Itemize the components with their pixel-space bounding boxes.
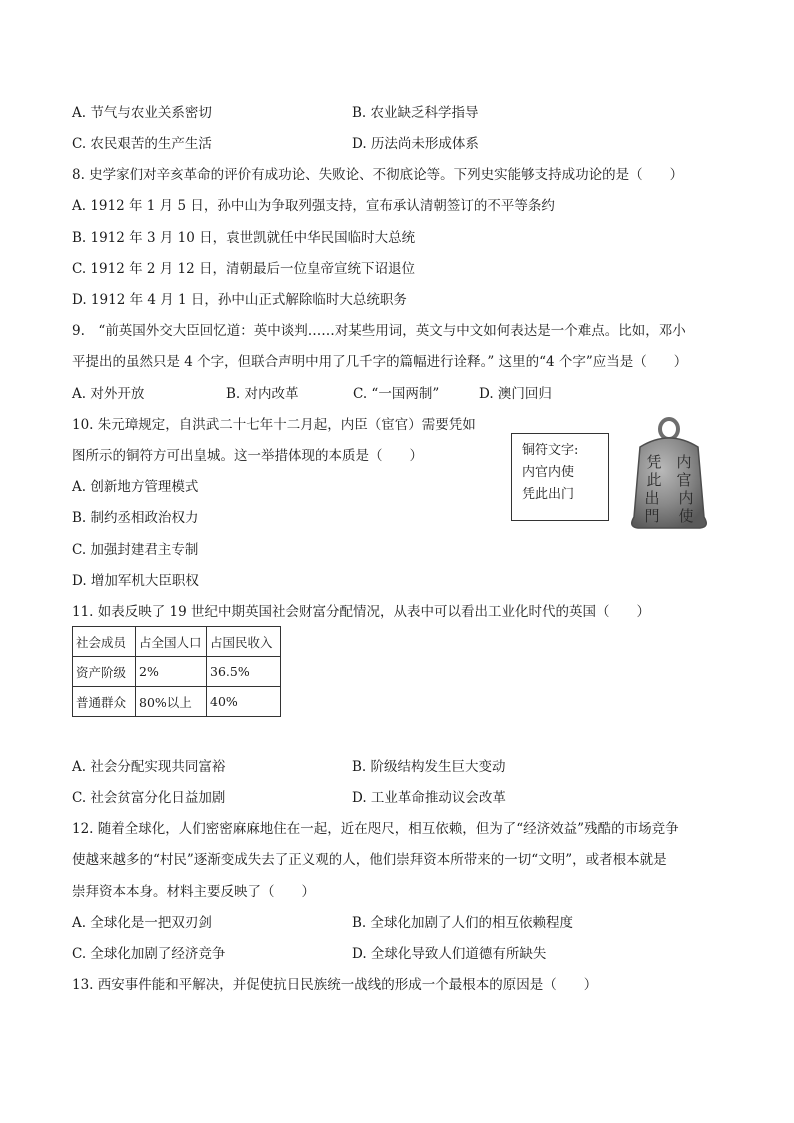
q9-stem-line1: 9. “前英国外交大臣回忆道：英中谈判……对某些用词，英文与中文如何表达是一个难点。比如，邓小 (72, 323, 686, 339)
table-cell: 36.5% (207, 657, 281, 687)
caption-line3: 凭此出门 (522, 487, 575, 502)
q11-option-a: A. 社会分配实现共同富裕 (72, 759, 226, 775)
bell-char: 官 (676, 471, 692, 489)
table-header-row (73, 627, 281, 657)
q11-stem: 11. 如表反映了 19 世纪中期英国社会财富分配情况，从表中可以看出工业化时代的英国（ ） (72, 604, 651, 620)
caption-line1: 铜符文字: (522, 443, 579, 458)
q9-option-b: B. 对内改革 (226, 386, 299, 402)
bronze-tally-caption-box (511, 433, 609, 521)
q7-option-a: A. 节气与农业关系密切 (72, 105, 212, 121)
table-cell: 普通群众 (73, 687, 136, 717)
table-cell: 2% (136, 657, 207, 687)
q9-stem-line2: 平提出的虽然只是 4 个字，但联合声明中用了几千字的篇幅进行诠释。” 这里的“4 个字”应当是（ ） (72, 354, 688, 370)
table-cell: 80%以上 (136, 687, 207, 717)
q9-option-a: A. 对外开放 (72, 386, 145, 402)
q12-option-b: B. 全球化加剧了人们的相互依赖程度 (352, 915, 574, 931)
q9-option-c: C. “一国两制” (353, 386, 440, 402)
q7-option-c: C. 农民艰苦的生产生活 (72, 136, 212, 152)
q8-option-a: A. 1912 年 1 月 5 日，孙中山为争取列强支持，宣布承认清朝签订的不平等条约 (72, 198, 555, 214)
q12-option-c: C. 全球化加剧了经济竞争 (72, 946, 226, 962)
q10-option-c: C. 加强封建君主专制 (72, 542, 199, 558)
q10-option-b: B. 制约丞相政治权力 (72, 510, 199, 526)
q8-option-b: B. 1912 年 3 月 10 日，袁世凯就任中华民国临时大总统 (72, 230, 416, 246)
q12-stem-line3: 崇拜资本本身。材料主要反映了（ ） (72, 884, 315, 900)
wealth-distribution-table (72, 626, 281, 717)
bell-char: 使 (678, 507, 694, 525)
bronze-tally-bell-image (624, 415, 714, 533)
q11-option-c: C. 社会贫富分化日益加剧 (72, 790, 226, 806)
q8-stem: 8. 史学家们对辛亥革命的评价有成功论、失败论、不彻底论等。下列史实能够支持成功论的是（ ） (72, 167, 684, 183)
q11-option-b: B. 阶级结构发生巨大变动 (352, 759, 506, 775)
table-row (73, 687, 281, 717)
bell-char: 此 (646, 471, 662, 489)
q10-option-d: D. 增加军机大臣职权 (72, 573, 199, 589)
table-header-cell: 占全国人口 (136, 627, 207, 657)
caption-line2: 内官内使 (522, 465, 575, 480)
q12-option-d: D. 全球化导致人们道德有所缺失 (352, 946, 547, 962)
q12-stem-line2: 使越来越多的“村民”逐渐变成失去了正义观的人，他们崇拜资本所带来的一切“文明”，或者根本就是 (72, 852, 667, 868)
table-row (73, 657, 281, 687)
q13-stem: 13. 西安事件能和平解决，并促使抗日民族统一战线的形成一个最根本的原因是（ ） (72, 977, 598, 993)
q12-stem-line1: 12. 随着全球化，人们密密麻麻地住在一起，近在咫尺，相互依赖，但为了“经济效益”残酷的市场竞争 (72, 821, 679, 837)
q7-option-b: B. 农业缺乏科学指导 (352, 105, 479, 121)
q8-option-d: D. 1912 年 4 月 1 日，孙中山正式解除临时大总统职务 (72, 292, 407, 308)
bell-char: 出 (644, 489, 660, 507)
table-header-cell: 占国民收入 (207, 627, 281, 657)
table-cell: 40% (207, 687, 281, 717)
q11-option-d: D. 工业革命推动议会改革 (352, 790, 506, 806)
q9-option-d: D. 澳门回归 (479, 386, 552, 402)
bell-char: 内 (678, 489, 694, 507)
q7-option-d: D. 历法尚未形成体系 (352, 136, 479, 152)
bell-char: 内 (676, 453, 692, 471)
bell-char: 門 (644, 507, 660, 525)
q12-option-a: A. 全球化是一把双刃剑 (72, 915, 212, 931)
bell-char: 凭 (646, 453, 662, 471)
table-cell: 资产阶级 (73, 657, 136, 687)
q8-option-c: C. 1912 年 2 月 12 日，清朝最后一位皇帝宣统下诏退位 (72, 261, 416, 277)
q10-stem-line1: 10. 朱元璋规定，自洪武二十七年十二月起，内臣（宦官）需要凭如 (72, 417, 476, 433)
q10-stem-line2: 图所示的铜符方可出皇城。这一举措体现的本质是（ ） (72, 448, 423, 464)
table-header-cell: 社会成员 (73, 627, 136, 657)
q10-option-a: A. 创新地方管理模式 (72, 479, 199, 495)
